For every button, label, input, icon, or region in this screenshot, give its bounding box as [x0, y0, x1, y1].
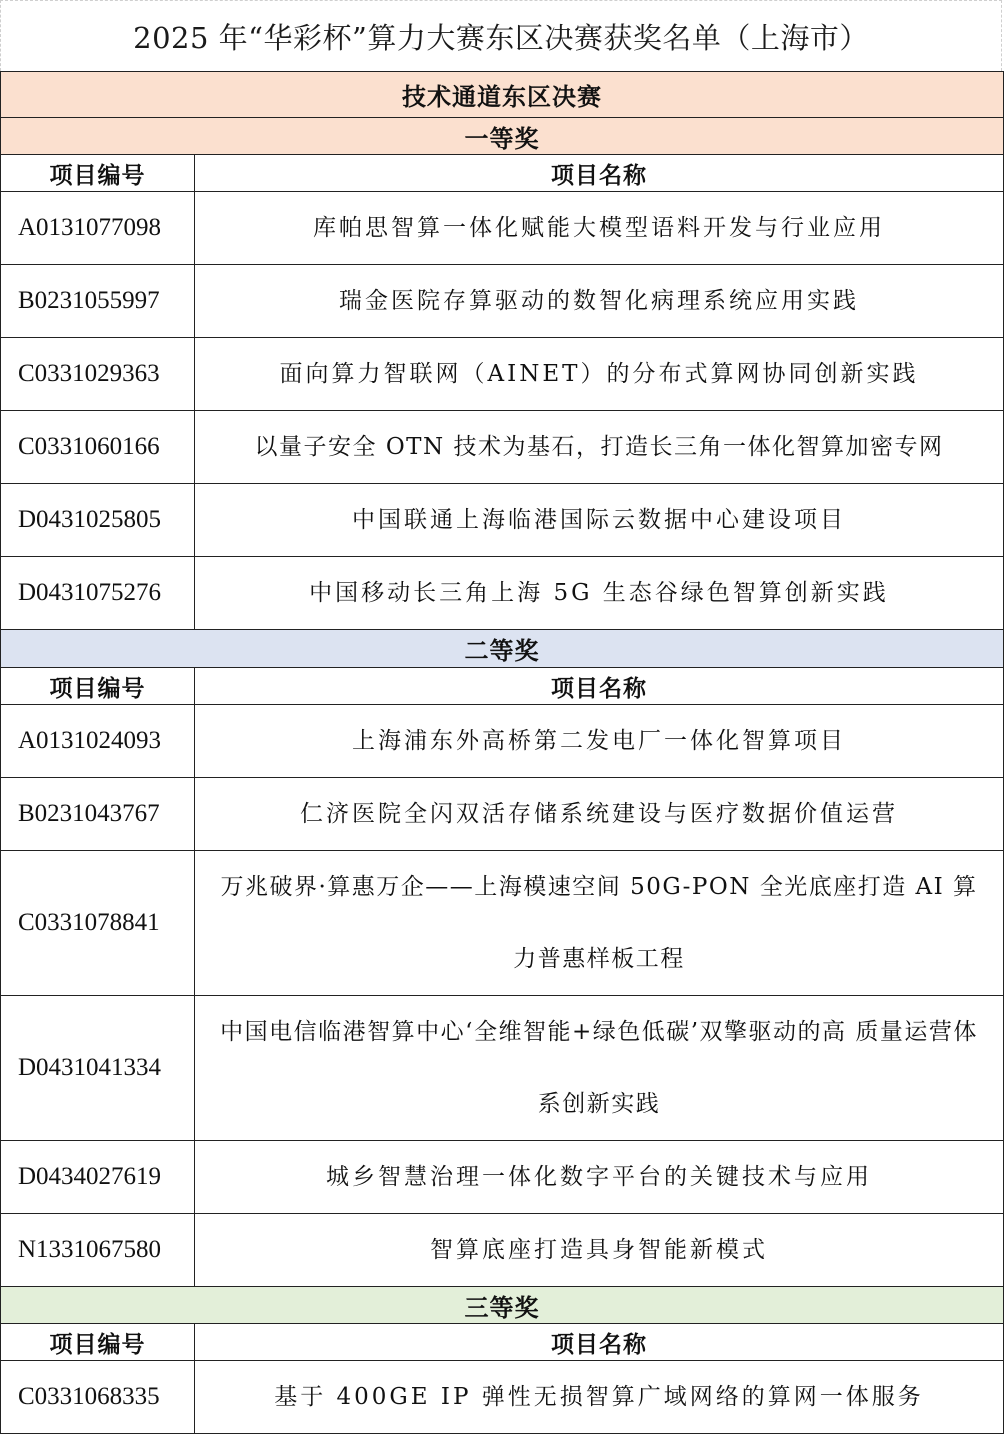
- table-row: [1, 705, 1004, 778]
- project-id: A0131077098: [1, 192, 195, 265]
- table-row: [1, 557, 1004, 630]
- project-id: C0331068335: [1, 1361, 195, 1434]
- project-name: 仁济医院全闪双活存储系统建设与医疗数据价值运营: [195, 778, 1004, 851]
- second-prize-band: [1, 630, 1004, 668]
- column-header-name: 项目名称: [195, 668, 1004, 705]
- column-header-id: 项目编号: [1, 1324, 195, 1361]
- table-row: [1, 265, 1004, 338]
- project-name: 库帕思智算一体化赋能大模型语料开发与行业应用: [195, 192, 1004, 265]
- project-id: C0331029363: [1, 338, 195, 411]
- project-id: D0431025805: [1, 484, 195, 557]
- first-prize-band: [1, 118, 1004, 155]
- page-title: 2025 年“华彩杯”算力大赛东区决赛获奖名单（上海市）: [0, 0, 1002, 71]
- project-name: 上海浦东外高桥第二发电厂一体化智算项目: [195, 705, 1004, 778]
- project-name: 中国电信临港智算中心‘全维智能+绿色低碳’双擎驱动的高 质量运营体系创新实践: [195, 996, 1004, 1141]
- column-header-row: [1, 668, 1004, 705]
- project-name: 以量子安全 OTN 技术为基石，打造长三角一体化智算加密专网: [195, 411, 1004, 484]
- project-name: 基于 400GE IP 弹性无损智算广域网络的算网一体服务: [195, 1361, 1004, 1434]
- project-id: D0431041334: [1, 996, 195, 1141]
- project-name: 面向算力智联网（AINET）的分布式算网协同创新实践: [195, 338, 1004, 411]
- table-row: [1, 1141, 1004, 1214]
- column-header-id: 项目编号: [1, 668, 195, 705]
- project-id: N1331067580: [1, 1214, 195, 1287]
- third-prize-band: [1, 1287, 1004, 1324]
- project-name: 智算底座打造具身智能新模式: [195, 1214, 1004, 1287]
- project-id: D0434027619: [1, 1141, 195, 1214]
- project-name: 中国移动长三角上海 5G 生态谷绿色智算创新实践: [195, 557, 1004, 630]
- project-id: B0231043767: [1, 778, 195, 851]
- project-id: A0131024093: [1, 705, 195, 778]
- project-id: D0431075276: [1, 557, 195, 630]
- column-header-name: 项目名称: [195, 1324, 1004, 1361]
- table-row: [1, 996, 1004, 1141]
- project-id: B0231055997: [1, 265, 195, 338]
- table-row: [1, 1214, 1004, 1287]
- table-row: [1, 411, 1004, 484]
- column-header-name: 项目名称: [195, 155, 1004, 192]
- project-id: C0331078841: [1, 851, 195, 996]
- project-name: 瑞金医院存算驱动的数智化病理系统应用实践: [195, 265, 1004, 338]
- section-title-row: [1, 72, 1004, 118]
- section-title: 技术通道东区决赛: [1, 72, 1004, 118]
- table-row: [1, 851, 1004, 996]
- project-name: 万兆破界·算惠万企——上海模速空间 50G-PON 全光底座打造 AI 算力普惠样板工程: [195, 851, 1004, 996]
- table-row: [1, 778, 1004, 851]
- table-row: [1, 484, 1004, 557]
- second-prize-label: 二等奖: [1, 630, 1004, 668]
- column-header-id: 项目编号: [1, 155, 195, 192]
- table-row: [1, 1361, 1004, 1434]
- first-prize-label: 一等奖: [1, 118, 1004, 155]
- project-name: 城乡智慧治理一体化数字平台的关键技术与应用: [195, 1141, 1004, 1214]
- table-row: [1, 338, 1004, 411]
- project-id: C0331060166: [1, 411, 195, 484]
- column-header-row: [1, 1324, 1004, 1361]
- third-prize-label: 三等奖: [1, 1287, 1004, 1324]
- project-name: 中国联通上海临港国际云数据中心建设项目: [195, 484, 1004, 557]
- column-header-row: [1, 155, 1004, 192]
- awards-table: [0, 71, 1004, 1434]
- table-row: [1, 192, 1004, 265]
